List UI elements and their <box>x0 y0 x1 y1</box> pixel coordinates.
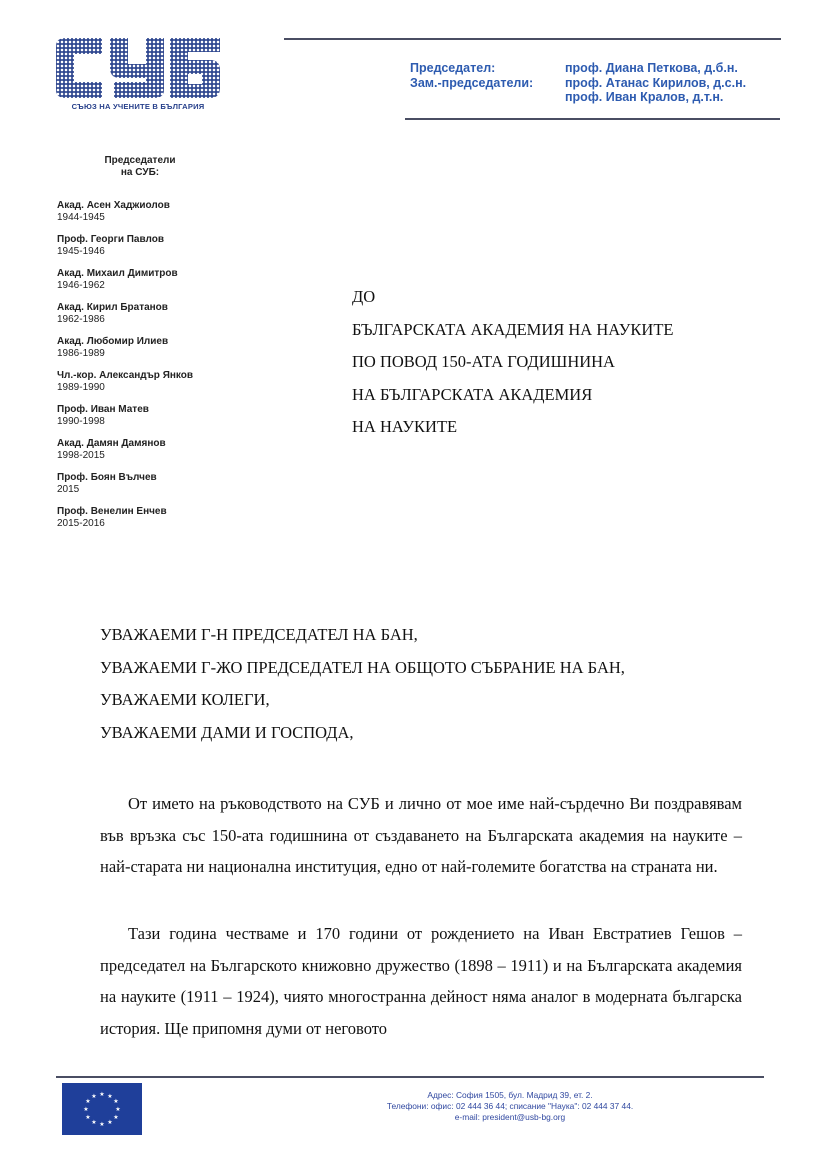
body-paragraph: От името на ръководството на СУБ и лично от мое име най-сърдечно Ви поздравявам във връзка със 150-ата годишнина от създаването на Българската академия на науките – най-старата ни национална институция, едно от най-големите богатства на страната ни. <box>100 794 742 876</box>
list-item <box>57 268 237 302</box>
list-item <box>57 370 237 404</box>
chair-name: Проф. Боян Вълчев <box>57 472 157 483</box>
chair-name: Акад. Асен Хаджиолов <box>57 200 170 211</box>
sidebar-title-line: Председатели <box>104 155 176 166</box>
svg-text:★: ★ <box>113 1098 119 1105</box>
list-item <box>57 336 237 370</box>
chair-years: 1998-2015 <box>57 450 105 461</box>
addressee-line: НА БЪЛГАРСКАТА АКАДЕМИЯ <box>352 384 593 404</box>
chair-name: Акад. Дамян Дамянов <box>57 438 166 449</box>
svg-text:★: ★ <box>85 1098 91 1105</box>
svg-text:★: ★ <box>83 1106 89 1113</box>
svg-text:★: ★ <box>107 1093 113 1100</box>
list-item <box>57 302 237 336</box>
svg-text:★: ★ <box>91 1093 97 1100</box>
sub-logo <box>52 36 224 118</box>
chair-name: Проф. Иван Матев <box>57 404 149 415</box>
header-rule-bottom <box>405 118 780 120</box>
list-item <box>57 404 237 438</box>
chair-years: 1962-1986 <box>57 314 105 325</box>
officer-name: проф. Атанас Кирилов, д.с.н. <box>565 75 747 90</box>
addressee-line: БЪЛГАРСКАТА АКАДЕМИЯ НА НАУКИТЕ <box>352 319 674 339</box>
salutation-line: УВАЖАЕМИ Г-ЖО ПРЕДСЕДАТЕЛ НА ОБЩОТО СЪБРАНИЕ НА БАН, <box>100 657 625 677</box>
list-item <box>57 506 237 540</box>
chair-name: Проф. Венелин Енчев <box>57 506 167 517</box>
svg-text:★: ★ <box>99 1121 105 1128</box>
header-rule-top <box>284 38 781 40</box>
addressee-line: ДО <box>352 287 376 306</box>
list-item <box>57 234 237 268</box>
chair-years: 2015-2016 <box>57 518 105 529</box>
chair-years: 1989-1990 <box>57 382 105 393</box>
officer-role: Зам.-председатели: <box>410 75 534 90</box>
addressee-line: НА НАУКИТЕ <box>352 417 458 436</box>
footer-address: Адрес: София 1505, бул. Мадрид 39, ет. 2. <box>427 1090 593 1100</box>
officer-name: проф. Диана Петкова, д.б.н. <box>565 61 738 75</box>
svg-text:★: ★ <box>99 1091 105 1098</box>
chair-name: Акад. Кирил Братанов <box>57 302 168 313</box>
list-item <box>57 438 237 472</box>
salutation-line: УВАЖАЕМИ КОЛЕГИ, <box>100 690 270 709</box>
sidebar-title-line: на СУБ: <box>120 167 160 178</box>
chair-years: 1944-1945 <box>57 212 105 223</box>
footer-contact <box>260 1090 760 1123</box>
svg-text:★: ★ <box>91 1119 97 1126</box>
officer-name: проф. Иван Кралов, д.т.н. <box>565 90 724 104</box>
body-paragraph: Тази година честваме и 170 години от рождението на Иван Евстратиев Гешов – председател на Българското книжовно дружество (1898 – 1911) и на Българската академия на науките (1911 – 1924), чиято многостранна дейност няма аналог в модерната българска история. Ще припомня думи от неговото <box>100 924 742 1038</box>
chair-name: Акад. Любомир Илиев <box>57 336 169 347</box>
addressee-block <box>352 287 673 450</box>
svg-text:★: ★ <box>113 1114 119 1121</box>
chair-years: 2015 <box>57 484 80 495</box>
salutations-block <box>100 624 625 754</box>
chair-years: 1946-1962 <box>57 280 105 291</box>
chair-years: 1945-1946 <box>57 246 105 257</box>
addressee-line: ПО ПОВОД 150-АТА ГОДИШНИНА <box>352 352 615 371</box>
chair-name: Чл.-кор. Александър Янков <box>57 370 194 381</box>
sidebar-title <box>60 155 220 179</box>
logo-caption: СЪЮЗ НА УЧЕНИТЕ В БЪЛГАРИЯ <box>71 102 205 111</box>
svg-text:★: ★ <box>115 1106 121 1113</box>
chair-years: 1986-1989 <box>57 348 105 359</box>
officer-role: Председател: <box>410 61 496 75</box>
footer-phones: Телефони: офис: 02 444 36 44; списание "Наука": 02 444 37 44. <box>386 1101 634 1111</box>
chair-years: 1990-1998 <box>57 416 105 427</box>
sub-logo-icon <box>52 36 224 100</box>
svg-text:★: ★ <box>107 1119 113 1126</box>
chairs-list <box>57 200 237 540</box>
list-item <box>57 472 237 506</box>
list-item <box>57 200 237 234</box>
chair-name: Проф. Георги Павлов <box>57 234 164 245</box>
salutation-line: УВАЖАЕМИ Г-Н ПРЕДСЕДАТЕЛ НА БАН, <box>100 625 418 644</box>
svg-text:★: ★ <box>85 1114 91 1121</box>
footer-email[interactable]: e-mail: president@usb-bg.org <box>454 1112 566 1122</box>
chair-name: Акад. Михаил Димитров <box>57 268 178 279</box>
salutation-line: УВАЖАЕМИ ДАМИ И ГОСПОДА, <box>100 722 354 742</box>
eu-flag-icon <box>62 1083 142 1135</box>
footer-rule <box>56 1076 764 1078</box>
